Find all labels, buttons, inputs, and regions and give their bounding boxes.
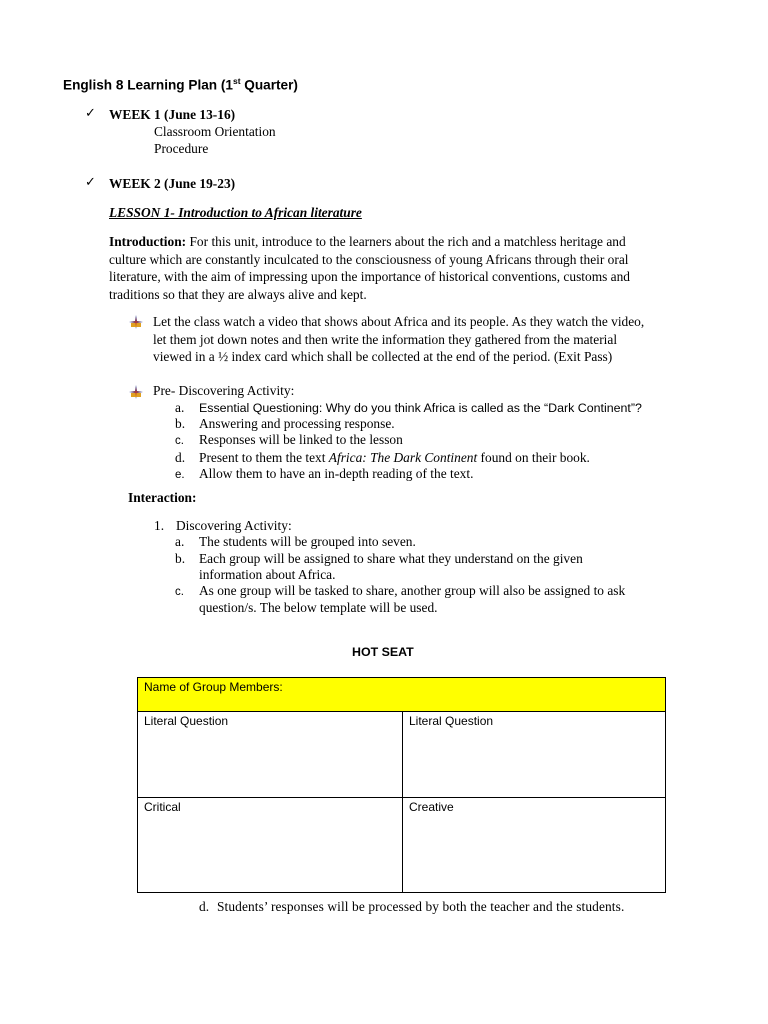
week1-heading: WEEK 1 (June 13-16) [109, 107, 236, 122]
list-item: a. Essential Questioning: Why do you think Africa is called as the “Dark Continent”? [175, 400, 642, 415]
hot-seat-table [137, 677, 666, 893]
list-item: c. As one group will be tasked to share, another group will also be assigned to ask [175, 583, 626, 599]
list-item: 1. Discovering Activity: [154, 518, 292, 533]
interaction-list: 1. Discovering Activity: a. The students will be grouped into seven. b. Each group will be assigned to share what they understand on the given information about Africa. c. As one group will be tasked to share, another group will also be assigned to ask question/s. The below template will be used. [154, 518, 626, 616]
closing-list-item: d. Students’ responses will be processed by both the teacher and the students. [199, 899, 625, 914]
interaction-heading: Interaction: [128, 490, 197, 505]
bullet-icon [129, 385, 143, 399]
list-item: b. Each group will be assigned to share what they understand on the given [175, 550, 583, 566]
document-title: English 8 Learning Plan (1st Quarter) [63, 76, 298, 93]
list-item: d. Present to them the text Africa: The Dark Continent found on their book. [175, 449, 590, 465]
table-cell-creative: Creative [409, 800, 454, 814]
table-cell-critical: Critical [138, 798, 403, 892]
list-item: e. Allow them to have an in-depth reading of the text. [175, 465, 474, 481]
lesson-heading: LESSON 1- Introduction to African literature [109, 205, 362, 220]
table-cell-literal-question-1: Literal Question [138, 712, 403, 798]
week1-item: Classroom Orientation [154, 124, 276, 139]
checkmark-icon: ✓ [85, 106, 96, 121]
checkmark-icon: ✓ [85, 175, 96, 190]
list-item: c. Responses will be linked to the lesson [175, 432, 403, 448]
pre-discovering-list [175, 400, 642, 483]
bullet-video-activity: Let the class watch a video that shows about Africa and its people. As they watch the video, let them jot down notes and then write the information they gathered from the material viewed in a ½ index card which shall be collected at the end of the period. (Exit Pass) [153, 314, 645, 364]
bullet-icon [129, 315, 143, 329]
group-members-label: Name of Group Members: [144, 680, 283, 694]
list-item: b. Answering and processing response. [175, 416, 395, 432]
introduction-paragraph: Introduction: For this unit, introduce to the learners about the rich and a matchless heritage and culture which are constantly inculcated to the consciousness of young Africans through their oral literature, with the aim of impressing upon the importance of historical conventions, customs and traditions so that they are always alive and kept. [109, 234, 630, 302]
week1-item: Procedure [154, 141, 209, 156]
introduction-label: Introduction: [109, 234, 187, 249]
week2-heading: WEEK 2 (June 19-23) [109, 176, 236, 191]
hot-seat-title: HOT SEAT [352, 645, 414, 659]
table-header-row [138, 678, 665, 712]
pre-discovering-heading: Pre- Discovering Activity: [153, 383, 295, 398]
table-cell-literal-question-2: Literal Question [403, 712, 665, 798]
list-item: a. The students will be grouped into seven. [175, 534, 416, 550]
